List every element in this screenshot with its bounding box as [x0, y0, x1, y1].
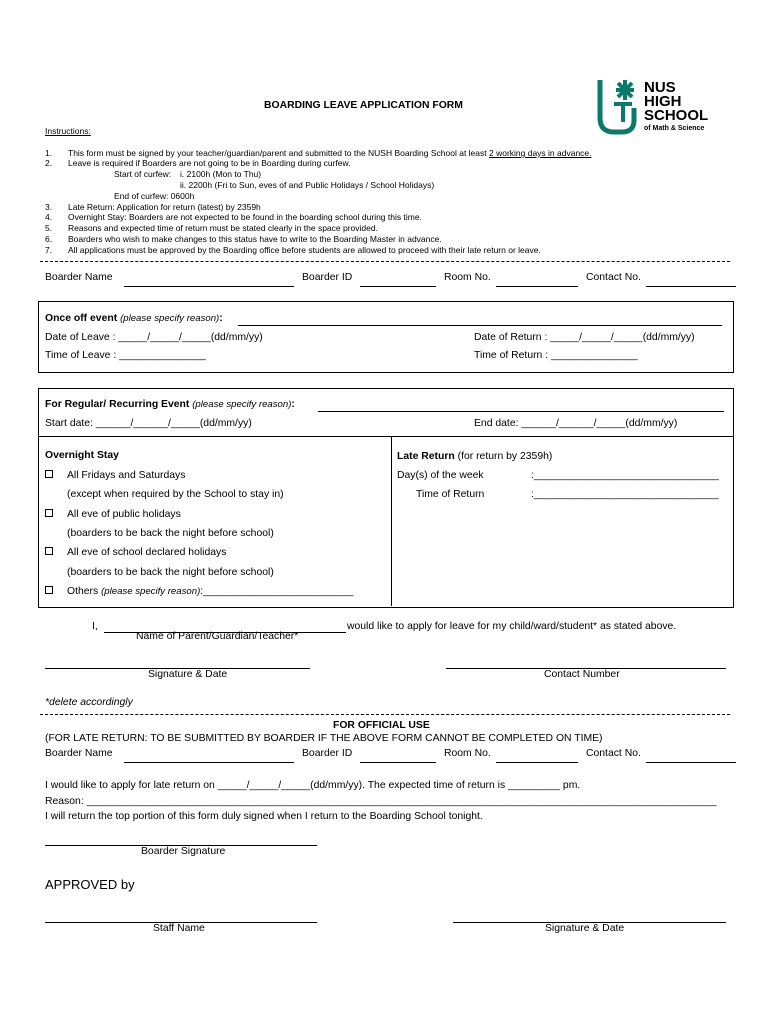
room-no-label: Room No. [444, 272, 491, 283]
checkbox-school-holidays[interactable] [45, 547, 53, 555]
staff-name-caption: Staff Name [153, 923, 205, 934]
official-room-no-label: Room No. [444, 748, 491, 759]
late-time-of-return-field[interactable]: :________________________________ [531, 489, 719, 500]
days-of-week-label: Day(s) of the week [397, 470, 484, 481]
staff-signature-caption: Signature & Date [545, 923, 625, 934]
option-school-holidays-note: (boarders to be back the night before school) [67, 567, 274, 578]
time-of-return[interactable]: Time of Return : _______________ [474, 350, 638, 361]
logo-mark-icon [596, 78, 640, 136]
official-boarder-id-label: Boarder ID [302, 748, 353, 759]
instruction-4-num: 4. [45, 212, 53, 222]
logo-text-school: SCHOOL [644, 107, 709, 124]
option-others[interactable] [45, 586, 53, 597]
recurring-title: For Regular/ Recurring Event [45, 399, 190, 410]
room-no-field[interactable] [496, 286, 578, 287]
declaration-prefix: I, [92, 621, 98, 632]
boarder-name-label: Boarder Name [45, 272, 113, 283]
contact-no-label: Contact No. [586, 272, 641, 283]
return-statement: I will return the top portion of this form duly signed when I return to the Boarding School tonight. [45, 811, 483, 822]
recurring-colon: : [291, 399, 295, 410]
date-of-leave[interactable]: Date of Leave : _____/_____/_____(dd/mm/yy) [45, 332, 263, 343]
boarder-signature-caption: Boarder Signature [141, 846, 226, 857]
late-time-of-return-label: Time of Return [416, 489, 485, 500]
instruction-5: Reasons and expected time of return must be stated clearly in the space provided. [68, 223, 378, 233]
option-others-field[interactable]: :__________________________ [200, 586, 354, 597]
once-off-reason-field[interactable] [238, 325, 722, 326]
recurring-heading [45, 399, 295, 410]
school-logo [596, 78, 726, 140]
logo-text-nus: NUS [644, 79, 676, 96]
late-return-heading [397, 451, 552, 462]
instruction-5-num: 5. [45, 223, 53, 233]
instruction-2-num: 2. [45, 158, 53, 168]
instruction-2: Leave is required if Boarders are not going to be in Boarding during curfew. [68, 158, 351, 168]
option-public-holidays[interactable] [45, 509, 53, 520]
curfew-start-label: Start of curfew: [114, 169, 172, 179]
logo-text-high: HIGH [644, 93, 682, 110]
official-contact-no-field[interactable] [646, 762, 736, 763]
once-off-hint: (please specify reason) [120, 313, 220, 324]
days-of-week-field[interactable]: :________________________________ [531, 470, 719, 481]
official-divider [40, 714, 730, 715]
official-boarder-id-field[interactable] [360, 762, 436, 763]
approved-by-label: APPROVED by [45, 877, 135, 892]
late-return-hint: (for return by 2359h) [457, 451, 553, 462]
instruction-1 [68, 148, 592, 158]
official-boarder-name-field[interactable] [124, 762, 294, 763]
checkbox-public-holidays[interactable] [45, 509, 53, 517]
start-date[interactable]: Start date: ______/______/_____(dd/mm/yy) [45, 418, 252, 429]
instruction-7: All applications must be approved by the Boarding office before students are allowed to proceed with their late return or leave. [68, 245, 541, 255]
instruction-7-num: 7. [45, 245, 53, 255]
curfew-end: End of curfew: 0600h [114, 191, 195, 201]
official-boarder-name-label: Boarder Name [45, 748, 113, 759]
checkbox-fridays-saturdays[interactable] [45, 470, 53, 478]
contact-no-field[interactable] [646, 286, 736, 287]
late-return-request[interactable]: I would like to apply for late return on _____/_____/_____(dd/mm/yy). The expected time of return is _________ pm. [45, 780, 581, 791]
checkbox-others[interactable] [45, 586, 53, 594]
recurring-column-divider [391, 436, 392, 606]
declaration-text: would like to apply for leave for my child/ward/student* as stated above. [347, 621, 677, 632]
instruction-6-num: 6. [45, 234, 53, 244]
option-fridays-saturdays[interactable] [45, 470, 53, 481]
option-school-holidays-label: All eve of school declared holidays [67, 547, 227, 558]
late-return-title: Late Return [397, 451, 455, 462]
boarder-id-label: Boarder ID [302, 272, 353, 283]
recurring-divider [38, 436, 734, 437]
curfew-start-1: i. 2100h (Mon to Thu) [180, 169, 262, 179]
instruction-1-num: 1. [45, 148, 53, 158]
once-off-title: Once off event [45, 313, 118, 324]
date-of-return[interactable]: Date of Return : _____/_____/_____(dd/mm/yy) [474, 332, 695, 343]
instruction-6: Boarders who wish to make changes to this status have to write to the Boarding Master in advance. [68, 234, 442, 244]
option-public-holidays-label: All eve of public holidays [67, 509, 181, 520]
recurring-reason-field[interactable] [318, 411, 724, 412]
parent-contact-caption: Contact Number [544, 669, 620, 680]
instructions-heading: Instructions: [45, 126, 91, 136]
option-fridays-saturdays-note: (except when required by the School to stay in) [67, 489, 284, 500]
time-of-leave[interactable]: Time of Leave : _______________ [45, 350, 206, 361]
end-date[interactable]: End date: ______/______/_____(dd/mm/yy) [474, 418, 678, 429]
official-subheading: (FOR LATE RETURN: TO BE SUBMITTED BY BOARDER IF THE ABOVE FORM CANNOT BE COMPLETED ON TIME) [45, 733, 603, 744]
logo-text-math-science: of Math & Science [644, 125, 705, 132]
instruction-3-num: 3. [45, 202, 53, 212]
form-title: BOARDING LEAVE APPLICATION FORM [264, 100, 463, 111]
reason-field[interactable]: Reason: _____________________________________________________________________________________________________________ [45, 796, 717, 807]
option-public-holidays-note: (boarders to be back the night before school) [67, 528, 274, 539]
option-others-label: Others [67, 586, 99, 597]
parent-signature-caption: Signature & Date [148, 669, 228, 680]
option-school-holidays[interactable] [45, 547, 53, 558]
instruction-1-text: This form must be signed by your teacher/guardian/parent and submitted to the NUSH Boarding School at least [68, 148, 489, 158]
instruction-3: Late Return: Application for return (latest) by 2359h [68, 202, 261, 212]
official-heading: FOR OFFICIAL USE [333, 720, 430, 731]
parent-name-caption: Name of Parent/Guardian/Teacher* [136, 631, 299, 642]
overnight-stay-heading: Overnight Stay [45, 450, 119, 461]
once-off-heading [45, 313, 223, 324]
instruction-4: Overnight Stay: Boarders are not expected to be found in the boarding school during this time. [68, 212, 422, 222]
official-contact-no-label: Contact No. [586, 748, 641, 759]
boarder-name-field[interactable] [124, 286, 294, 287]
option-fridays-saturdays-label: All Fridays and Saturdays [67, 470, 186, 481]
curfew-start-2: ii. 2200h (Fri to Sun, eves of and Public Holidays / School Holidays) [180, 180, 435, 190]
boarder-id-field[interactable] [360, 286, 436, 287]
once-off-colon: : [219, 313, 223, 324]
delete-note: *delete accordingly [45, 697, 133, 708]
section-divider [40, 261, 730, 262]
option-others-hint: (please specify reason) [101, 586, 201, 597]
recurring-hint: (please specify reason) [192, 399, 292, 410]
official-room-no-field[interactable] [496, 762, 578, 763]
option-others-row [67, 586, 353, 597]
instruction-1-emphasis: 2 working days in advance. [488, 148, 592, 158]
